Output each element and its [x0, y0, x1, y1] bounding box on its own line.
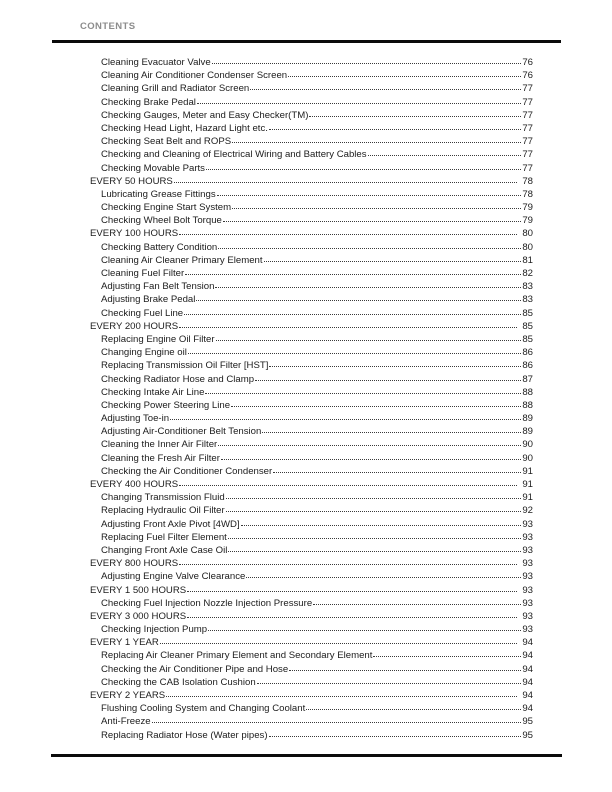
toc-entry	[90, 387, 533, 400]
toc-entry	[90, 83, 533, 96]
toc-entry-page: 78	[522, 175, 533, 187]
toc-entry	[90, 413, 533, 426]
toc-leader-dots	[262, 432, 521, 433]
toc-entry-page: 77	[522, 162, 533, 174]
toc-entry-page: 91	[522, 465, 533, 477]
toc-entry-label: Changing Front Axle Case Oil	[101, 544, 228, 556]
toc-entry	[90, 519, 533, 532]
toc-leader-dots	[174, 182, 518, 183]
toc-leader-dots	[218, 445, 521, 446]
toc-entry-label: Cleaning the Fresh Air Filter	[101, 452, 220, 464]
toc-leader-dots	[179, 485, 517, 486]
toc-entry	[90, 268, 533, 281]
toc-entry-label: Replacing Hydraulic Oil Filter	[101, 505, 225, 517]
toc-entry-label: Replacing Engine Oil Filter	[101, 333, 215, 345]
top-rule	[52, 40, 561, 43]
toc-entry	[90, 70, 533, 83]
toc-entry-label: Replacing Radiator Hose (Water pipes)	[101, 729, 268, 741]
toc-entry-label: EVERY 400 HOURS	[90, 479, 179, 490]
toc-entry-page: 91	[522, 479, 533, 490]
toc-entry	[90, 400, 533, 413]
toc-entry-label: EVERY 1 YEAR	[90, 637, 159, 649]
toc-entry	[90, 664, 533, 677]
toc-leader-dots	[208, 630, 521, 631]
toc-leader-dots	[152, 722, 522, 723]
toc-entry-page: 89	[522, 426, 533, 438]
toc-entry-page: 93	[522, 531, 533, 543]
toc-leader-dots	[226, 511, 522, 512]
page-header-contents: CONTENTS	[80, 21, 136, 32]
toc-entry-page: 90	[522, 439, 533, 451]
toc-entry-label: Checking Radiator Hose and Clamp	[101, 373, 255, 385]
toc-entry	[90, 703, 533, 716]
toc-entry-label: Changing Engine oil	[101, 347, 187, 359]
toc-entry-label: EVERY 800 HOURS	[90, 558, 179, 570]
toc-entry-page: 79	[522, 215, 533, 227]
toc-entry	[90, 149, 533, 162]
toc-entry-page: 89	[522, 413, 533, 425]
toc-entry-label: Checking the Air Conditioner Condenser	[101, 465, 273, 477]
toc-leader-dots	[170, 419, 521, 420]
toc-leader-dots	[196, 300, 521, 301]
toc-entry	[90, 176, 533, 189]
toc-entry-page: 93	[522, 584, 533, 596]
toc-leader-dots	[179, 564, 517, 565]
toc-leader-dots	[184, 314, 521, 315]
toc-entry-label: Cleaning Evacuator Valve	[101, 57, 211, 68]
toc-entry-page: 94	[522, 676, 533, 688]
toc-entry-label: Flushing Cooling System and Changing Coolant	[101, 703, 306, 715]
toc-list	[90, 57, 533, 743]
toc-entry-page: 88	[522, 399, 533, 411]
toc-entry-label: Checking Head Light, Hazard Light etc.	[101, 122, 268, 134]
bottom-rule	[51, 754, 562, 757]
toc-entry-page: 77	[522, 83, 533, 95]
toc-entry	[90, 202, 533, 215]
toc-entry	[90, 97, 533, 110]
toc-leader-dots	[221, 459, 521, 460]
toc-leader-dots	[257, 683, 522, 684]
toc-entry	[90, 453, 533, 466]
toc-entry	[90, 255, 533, 268]
toc-entry-page: 95	[522, 729, 533, 741]
toc-entry	[90, 294, 533, 307]
toc-leader-dots	[206, 169, 521, 170]
toc-leader-dots	[232, 142, 521, 143]
toc-entry	[90, 374, 533, 387]
toc-entry	[90, 189, 533, 202]
toc-leader-dots	[160, 643, 518, 644]
toc-entry	[90, 730, 533, 743]
toc-leader-dots	[241, 525, 522, 526]
toc-entry-label: Checking Movable Parts	[101, 162, 205, 174]
toc-entry	[90, 598, 533, 611]
toc-leader-dots	[216, 340, 522, 341]
toc-leader-dots	[205, 393, 521, 394]
toc-entry-label: Replacing Fuel Filter Element	[101, 531, 227, 543]
toc-entry-page: 80	[522, 228, 533, 240]
toc-entry-page: 85	[522, 333, 533, 345]
toc-entry-label: Adjusting Air-Conditioner Belt Tension	[101, 426, 262, 438]
toc-entry	[90, 637, 533, 650]
toc-entry	[90, 571, 533, 584]
toc-leader-dots	[309, 116, 521, 117]
toc-leader-dots	[218, 248, 521, 249]
toc-leader-dots	[228, 538, 521, 539]
toc-entry	[90, 611, 533, 624]
toc-entry-page: 93	[522, 571, 533, 583]
toc-entry-page: 85	[522, 307, 533, 319]
toc-entry	[90, 650, 533, 663]
toc-entry-label: Changing Transmission Fluid	[101, 492, 225, 504]
toc-entry-label: EVERY 200 HOURS	[90, 320, 179, 332]
toc-entry-page: 85	[522, 320, 533, 332]
toc-leader-dots	[368, 155, 522, 156]
toc-entry-label: EVERY 50 HOURS	[90, 175, 173, 187]
toc-entry	[90, 624, 533, 637]
toc-entry-page: 86	[522, 360, 533, 372]
toc-entry	[90, 360, 533, 373]
toc-entry	[90, 308, 533, 321]
toc-entry-label: Checking Injection Pump	[101, 624, 208, 636]
toc-entry-label: Replacing Transmission Oil Filter [HST]	[101, 360, 269, 372]
toc-entry-page: 77	[522, 96, 533, 108]
toc-entry-page: 93	[522, 597, 533, 609]
toc-leader-dots	[179, 234, 517, 235]
toc-leader-dots	[232, 208, 521, 209]
toc-entry-page: 93	[522, 610, 533, 622]
toc-entry-page: 93	[522, 544, 533, 556]
toc-entry-label: Lubricating Grease Fittings	[101, 188, 216, 200]
toc-entry-page: 76	[522, 70, 533, 82]
toc-leader-dots	[215, 287, 521, 288]
toc-leader-dots	[313, 604, 521, 605]
toc-entry	[90, 466, 533, 479]
toc-leader-dots	[250, 89, 521, 90]
toc-entry-page: 92	[522, 505, 533, 517]
toc-entry	[90, 532, 533, 545]
toc-entry	[90, 242, 533, 255]
toc-entry-page: 77	[522, 109, 533, 121]
toc-entry	[90, 505, 533, 518]
toc-entry-page: 83	[522, 294, 533, 306]
toc-leader-dots	[185, 274, 521, 275]
toc-entry-page: 93	[522, 558, 533, 570]
toc-entry	[90, 479, 533, 492]
toc-entry-label: Checking Wheel Bolt Torque	[101, 215, 222, 227]
toc-leader-dots	[226, 498, 522, 499]
toc-entry-page: 81	[522, 254, 533, 266]
toc-entry	[90, 334, 533, 347]
toc-entry-page: 82	[522, 268, 533, 279]
toc-entry-label: Replacing Air Cleaner Primary Element and Secondary Element	[101, 650, 373, 662]
toc-leader-dots	[212, 63, 522, 64]
toc-leader-dots	[269, 366, 521, 367]
toc-leader-dots	[288, 76, 521, 77]
toc-entry-label: Checking Fuel Injection Nozzle Injection Pressure	[101, 597, 313, 609]
toc-leader-dots	[166, 696, 517, 697]
toc-entry-label: Adjusting Toe-in	[101, 413, 170, 425]
toc-entry-label: EVERY 3 000 HOURS	[90, 610, 187, 622]
toc-entry-page: 94	[522, 650, 533, 662]
toc-entry-page: 94	[522, 663, 533, 675]
toc-entry-label: Checking Gauges, Meter and Easy Checker(TM)	[101, 109, 309, 121]
toc-leader-dots	[246, 577, 521, 578]
toc-entry-page: 86	[522, 347, 533, 359]
toc-leader-dots	[273, 472, 521, 473]
toc-entry	[90, 321, 533, 334]
toc-entry-label: Checking Power Steering Line	[101, 399, 231, 411]
toc-entry	[90, 690, 533, 703]
toc-entry	[90, 426, 533, 439]
toc-entry	[90, 163, 533, 176]
toc-entry-label: EVERY 100 HOURS	[90, 228, 179, 240]
toc-entry-label: Checking the Air Conditioner Pipe and Hose	[101, 663, 289, 675]
toc-leader-dots	[223, 221, 521, 222]
toc-leader-dots	[179, 327, 517, 328]
toc-leader-dots	[255, 380, 521, 381]
toc-entry-label: Adjusting Front Axle Pivot [4WD]	[101, 518, 240, 530]
toc-entry-label: Checking Engine Start System	[101, 202, 232, 214]
toc-entry-page: 94	[522, 637, 533, 649]
toc-entry	[90, 347, 533, 360]
toc-entry-page: 93	[522, 624, 533, 636]
toc-leader-dots	[269, 736, 522, 737]
toc-entry-label: Checking and Cleaning of Electrical Wiring and Battery Cables	[101, 149, 367, 161]
toc-entry-label: EVERY 1 500 HOURS	[90, 584, 187, 596]
toc-leader-dots	[188, 353, 521, 354]
toc-entry	[90, 585, 533, 598]
toc-entry	[90, 136, 533, 149]
toc-entry-label: Adjusting Engine Valve Clearance	[101, 571, 246, 583]
toc-entry-page: 77	[522, 136, 533, 148]
toc-entry	[90, 439, 533, 452]
toc-entry-page: 93	[522, 518, 533, 530]
toc-entry	[90, 558, 533, 571]
toc-entry-label: Checking Fuel Line	[101, 307, 184, 319]
toc-entry-label: EVERY 2 YEARS	[90, 690, 166, 701]
toc-entry-page: 80	[522, 241, 533, 253]
toc-entry-page: 76	[522, 57, 533, 68]
toc-entry	[90, 123, 533, 136]
toc-entry	[90, 215, 533, 228]
toc-entry	[90, 110, 533, 123]
toc-entry	[90, 57, 533, 70]
toc-entry-label: Cleaning the Inner Air Filter	[101, 439, 218, 451]
toc-leader-dots	[187, 617, 517, 618]
toc-entry-label: Checking Intake Air Line	[101, 386, 205, 398]
toc-entry-label: Cleaning Grill and Radiator Screen	[101, 83, 250, 95]
toc-entry	[90, 545, 533, 558]
toc-entry-page: 94	[522, 703, 533, 715]
toc-entry-label: Anti-Freeze	[101, 716, 151, 728]
toc-entry	[90, 677, 533, 690]
toc-leader-dots	[197, 103, 521, 104]
toc-entry-page: 87	[522, 373, 533, 385]
toc-leader-dots	[289, 670, 521, 671]
toc-entry-label: Cleaning Fuel Filter	[101, 268, 185, 279]
toc-leader-dots	[228, 551, 521, 552]
toc-entry-label: Cleaning Air Conditioner Condenser Screen	[101, 70, 288, 82]
toc-entry-label: Checking Brake Pedal	[101, 96, 196, 108]
toc-leader-dots	[264, 261, 522, 262]
toc-entry-page: 91	[522, 492, 533, 504]
toc-entry	[90, 716, 533, 729]
toc-entry-label: Adjusting Brake Pedal	[101, 294, 196, 306]
toc-entry-page: 78	[522, 188, 533, 200]
toc-entry-label: Checking the CAB Isolation Cushion	[101, 676, 256, 688]
toc-entry-label: Checking Seat Belt and ROPS	[101, 136, 232, 148]
toc-entry-page: 77	[522, 122, 533, 134]
toc-entry-label: Adjusting Fan Belt Tension	[101, 281, 215, 293]
toc-entry	[90, 492, 533, 505]
toc-entry-label: Cleaning Air Cleaner Primary Element	[101, 254, 263, 266]
toc-leader-dots	[187, 591, 517, 592]
toc-entry	[90, 281, 533, 294]
toc-entry-page: 77	[522, 149, 533, 161]
toc-entry-page: 79	[522, 202, 533, 214]
toc-entry	[90, 228, 533, 241]
toc-leader-dots	[269, 129, 521, 130]
toc-leader-dots	[373, 656, 521, 657]
toc-leader-dots	[306, 709, 521, 710]
toc-entry-page: 90	[522, 452, 533, 464]
toc-entry-page: 95	[522, 716, 533, 728]
toc-entry-page: 94	[522, 690, 533, 701]
toc-entry-page: 88	[522, 386, 533, 398]
toc-entry-page: 83	[522, 281, 533, 293]
toc-entry-label: Checking Battery Condition	[101, 241, 218, 253]
toc-leader-dots	[217, 195, 522, 196]
toc-leader-dots	[231, 406, 521, 407]
